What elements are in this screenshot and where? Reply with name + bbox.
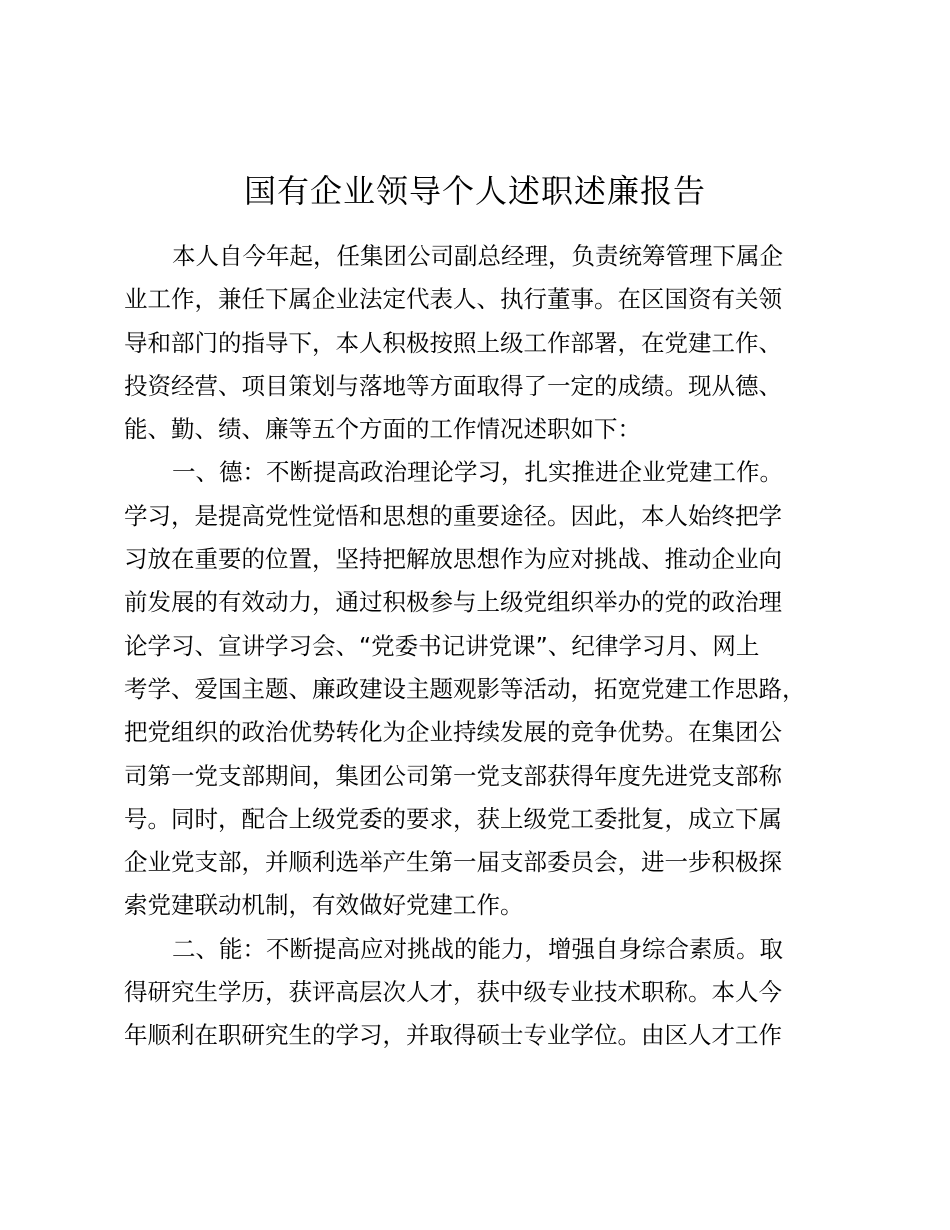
paragraph-line: 前发展的有效动力，通过积极参与上级党组织举办的党的政治理 [124,588,782,617]
paragraph-line: 习放在重要的位置，坚持把解放思想作为应对挑战、推动企业向 [124,545,782,574]
document-body [124,235,824,1058]
paragraph-line: 把党组织的政治优势转化为企业持续发展的竞争优势。在集团公 [124,718,782,747]
section-heading-line: 一、德：不断提高政治理论学习，扎实推进企业党建工作。 [172,458,783,487]
document-title: 国有企业领导个人述职述廉报告 [243,172,706,210]
paragraph-line: 能、勤、绩、廉等五个方面的工作情况述职如下： [124,415,641,444]
paragraph-line: 年顺利在职研究生的学习，并取得硕士专业学位。由区人才工作 [124,1021,782,1050]
paragraph-line: 得研究生学历，获评高层次人才，获中级专业技术职称。本人今 [124,978,782,1007]
paragraph-line: 企业党支部，并顺利选举产生第一届支部委员会，进一步积极探 [124,848,782,877]
section-heading-line: 二、能：不断提高应对挑战的能力，增强自身综合素质。取 [172,934,783,963]
paragraph-line: 论学习、宣讲学习会、“党委书记讲党课”、纪律学习月、网上 [124,631,760,660]
paragraph-line: 索党建联动机制，有效做好党建工作。 [124,891,524,920]
paragraph-line: 司第一党支部期间，集团公司第一党支部获得年度先进党支部称 [124,761,782,790]
paragraph-line: 本人自今年起，任集团公司副总经理，负责统筹管理下属企 [172,242,783,270]
paragraph-line: 学习，是提高党性觉悟和思想的重要途径。因此，本人始终把学 [124,501,782,530]
paragraph-line: 投资经营、项目策划与落地等方面取得了一定的成绩。现从德、 [124,371,782,400]
paragraph-line: 导和部门的指导下，本人积极按照上级工作部署，在党建工作、 [124,328,782,357]
paragraph-line: 考学、爱国主题、廉政建设主题观影等活动，拓宽党建工作思路， [124,674,806,703]
paragraph-line: 号。同时，配合上级党委的要求，获上级党工委批复，成立下属 [124,804,782,833]
paragraph-line: 业工作，兼任下属企业法定代表人、执行董事。在区国资有关领 [124,285,782,314]
